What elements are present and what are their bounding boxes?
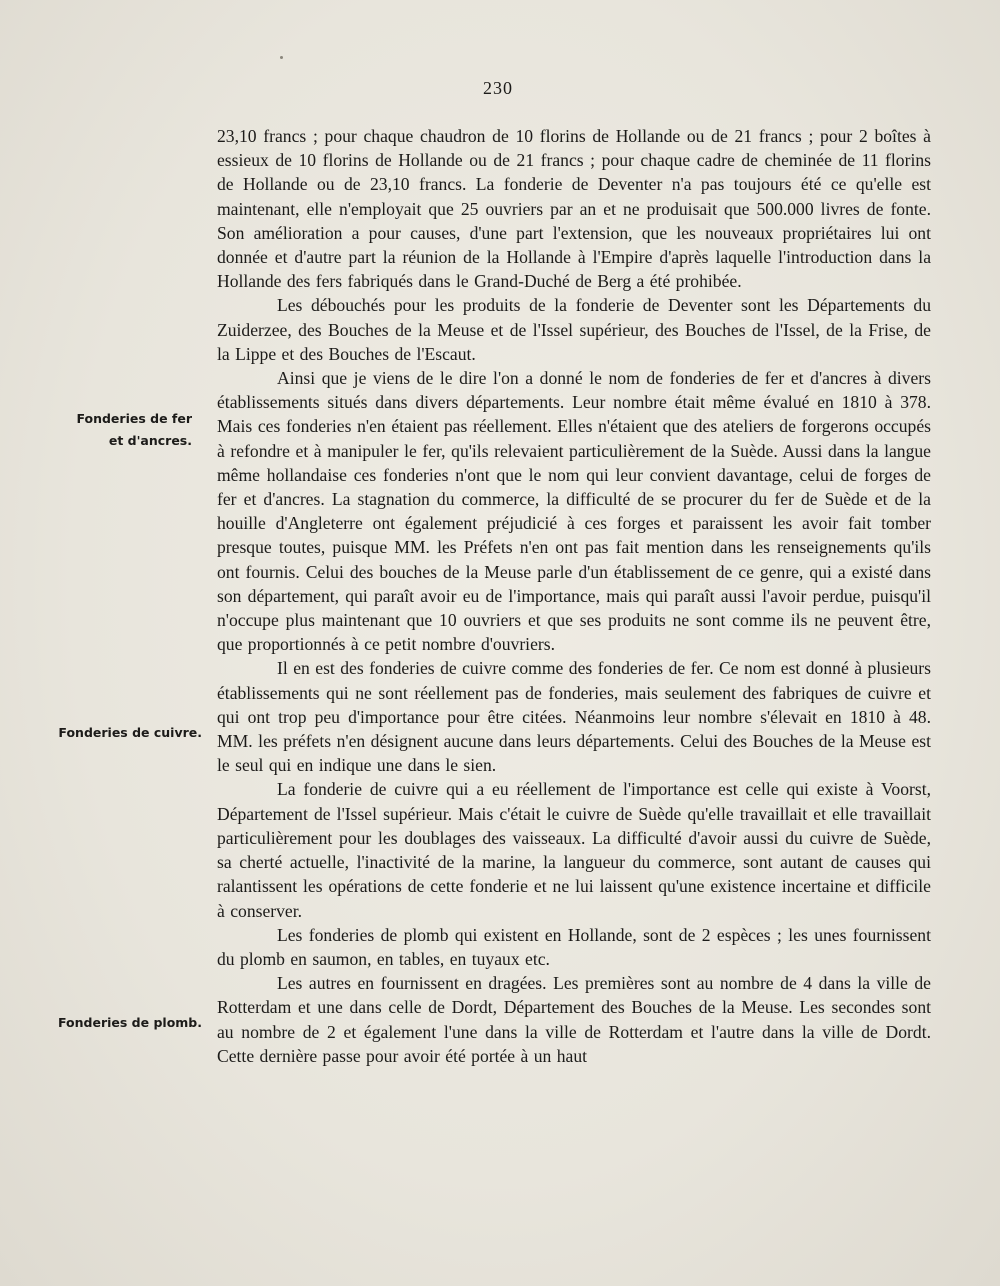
margin-note-plomb: Fonderies de plomb. xyxy=(58,1015,202,1030)
margin-note-fer-line1: Fonderies de fer xyxy=(76,411,192,426)
paragraph-1: 23,10 francs ; pour chaque chaudron de 10 florins de Hollande ou de 21 francs ; pour 2 boîtes à essieux de 10 florins de Hollande ou de 21 francs ; pour chaque cadre de cheminée de 11 florins de Hollande ou de 23,10 francs. La fonderie de Deventer n'a pas toujours été ce qu'elle est maintenant, elle n'employait que 25 ouvriers par an et ne produisait que 500.000 livres de fonte. Son amélioration a pour causes, d'une part l'extension, que les nouveaux propriétaires lui ont donnée et d'autre part la réunion de la Hollande à l'Empire d'après laquelle l'introduction dans la Hollande des fers fabriqués dans le Grand-Duché de Berg a été prohibée. xyxy=(217,126,931,292)
paragraph-6: Les fonderies de plomb qui existent en Hollande, sont de 2 espèces ; les unes fournissent du plomb en saumon, en tables, en tuyaux etc. xyxy=(217,924,931,969)
body-text xyxy=(217,124,931,1068)
margin-note-fer xyxy=(42,408,192,452)
paragraph-7: Les autres en fournissent en dragées. Les premières sont au nombre de 4 dans la ville de Rotterdam et une dans celle de Dordt, Département des Bouches de la Meuse. Les secondes sont au nombre de 2 et également l'une dans la ville de Rotterdam et l'autre dans la ville de Dordt. Cette dernière passe pour avoir été portée à un haut xyxy=(217,973,931,1066)
paragraph-5: La fonderie de cuivre qui a eu réellement de l'importance est celle qui existe à Voorst, Département de l'Issel supérieur. Mais c'était le cuivre de Suède qu'elle travaillait et elle travaillait particulièrement pour les doublages des vaisseaux. La difficulté d'avoir aussi du cuivre de Suède, sa cherté actuelle, l'inactivité de la marine, la langueur du commerce, sont autant de causes qui ralantissent les opérations de cette fonderie et ne lui laissent qu'une existence incertaine et difficile à conserver. xyxy=(217,779,931,921)
page-number: 230 xyxy=(483,78,513,98)
margin-note-fer-line2: et d'ancres. xyxy=(108,433,192,448)
margin-note-cuivre: Fonderies de cuivre. xyxy=(58,725,202,740)
paragraph-3: Ainsi que je viens de le dire l'on a donné le nom de fonderies de fer et d'ancres à divers établissements situés dans divers départements. Leur nombre était même évalué en 1810 à 378. Mais ces fonderies n'en étaient pas réellement. Elles n'étaient que des ateliers de forgerons occupés à refondre et à manipuler le fer, qu'ils relevaient particulièrement de la Suède. Aussi dans la langue même hollandaise ces fonderies n'ont que le nom qui leur convient davantage, celui de forges de fer et d'ancres. La stagnation du commerce, la difficulté de se procurer du fer de Suède et de la houille d'Angleterre ont également préjudicié à ces forges et paraissent les avoir fait tomber presque toutes, puisque MM. les Préfets n'en ont pas fait mention dans les renseignements qu'ils ont fournis. Celui des bouches de la Meuse parle d'un établissement de ce genre, qui a existé dans son département, qui paraît avoir eu de l'importance, mais qui paraît aussi l'avoir perdue, puisqu'il n'occupe plus maintenant que 10 ouvriers et que ses produits ne sont comme ils ne peuvent être, que proportionnés à ce petit nombre d'ouvriers. xyxy=(217,368,931,655)
paper-speck xyxy=(280,56,283,59)
paragraph-2: Les débouchés pour les produits de la fonderie de Deventer sont les Départements du Zuiderzee, des Bouches de la Meuse et de l'Issel supérieur, des Bouches de l'Issel, de la Frise, de la Lippe et des Bouches de l'Escaut. xyxy=(217,295,931,364)
paragraph-4: Il en est des fonderies de cuivre comme des fonderies de fer. Ce nom est donné à plusieurs établissements qui ne sont réellement pas de fonderies, mais seulement des fabriques de cuivre et qui ont trop peu d'importance pour être citées. Néanmoins leur nombre s'élevait en 1810 à 48. MM. les préfets n'en désignent aucune dans leurs départements. Celui des Bouches de la Meuse est le seul qui en indique une dans le sien. xyxy=(217,658,931,776)
